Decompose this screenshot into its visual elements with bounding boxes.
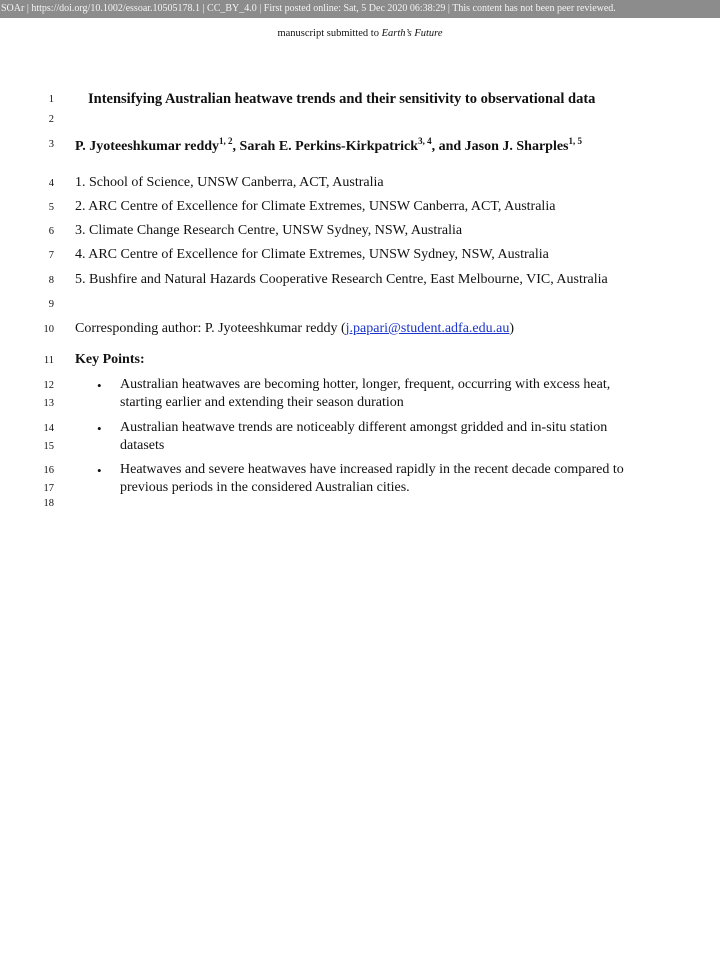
line-number: 4 bbox=[48, 178, 54, 189]
author-list bbox=[75, 136, 582, 155]
key-point-text: Australian heatwave trends are noticeably different amongst gridded and in-situ station bbox=[120, 420, 608, 435]
line-number: 10 bbox=[43, 324, 54, 335]
author-name: Jason J. Sharples bbox=[464, 139, 569, 154]
author-name: P. Jyoteeshkumar reddy bbox=[75, 139, 220, 154]
bullet-icon: • bbox=[97, 463, 102, 478]
line-number: 15 bbox=[43, 441, 54, 452]
running-header-prefix: manuscript submitted to bbox=[277, 28, 382, 39]
corresponding-close: ) bbox=[509, 321, 515, 336]
line-number: 13 bbox=[43, 398, 54, 409]
author-affiliation-marker: 1, 2 bbox=[219, 136, 233, 146]
line-number: 8 bbox=[48, 275, 54, 286]
key-point-text: Heatwaves and severe heatwaves have increased rapidly in the recent decade compared to bbox=[120, 462, 624, 477]
key-points-heading: Key Points: bbox=[75, 352, 145, 367]
line-number: 18 bbox=[43, 498, 54, 509]
line-number: 3 bbox=[48, 139, 54, 150]
preprint-banner: SOAr | https://doi.org/10.1002/essoar.10505178.1 | CC_BY_4.0 | First posted online: Sat, 5 Dec 2020 06:38:29 | This content has not been peer reviewed. bbox=[0, 0, 720, 18]
paper-title: Intensifying Australian heatwave trends and their sensitivity to observational data bbox=[88, 91, 596, 107]
bullet-icon: • bbox=[97, 421, 102, 436]
author-name: Sarah E. Perkins-Kirkpatrick bbox=[239, 139, 419, 154]
journal-name: Earth’s Future bbox=[381, 28, 443, 39]
line-number: 9 bbox=[48, 299, 54, 310]
line-number: 14 bbox=[43, 423, 54, 434]
key-point-text: starting earlier and extending their season duration bbox=[120, 395, 404, 410]
running-header bbox=[0, 28, 720, 39]
key-point-text: datasets bbox=[120, 438, 165, 453]
affiliation: 3. Climate Change Research Centre, UNSW Sydney, NSW, Australia bbox=[75, 223, 463, 238]
affiliation: 2. ARC Centre of Excellence for Climate Extremes, UNSW Canberra, ACT, Australia bbox=[75, 199, 556, 214]
author-separator: , bbox=[232, 139, 240, 154]
line-number: 5 bbox=[48, 202, 54, 213]
bullet-icon: • bbox=[97, 378, 102, 393]
author-affiliation-marker: 3, 4 bbox=[418, 136, 432, 146]
corresponding-email-link[interactable]: j.papari@student.adfa.edu.au bbox=[345, 321, 510, 336]
corresponding-author bbox=[75, 321, 514, 337]
line-number: 1 bbox=[48, 94, 54, 105]
line-number: 2 bbox=[48, 114, 54, 125]
corresponding-author-label: Corresponding author: P. Jyoteeshkumar reddy ( bbox=[75, 321, 346, 336]
line-number: 17 bbox=[43, 483, 54, 494]
line-number: 11 bbox=[43, 355, 54, 366]
author-separator: , and bbox=[431, 139, 465, 154]
line-number: 16 bbox=[43, 465, 54, 476]
line-number: 7 bbox=[48, 250, 54, 261]
author-affiliation-marker: 1, 5 bbox=[568, 136, 582, 146]
line-number: 6 bbox=[48, 226, 54, 237]
key-point-text: Australian heatwaves are becoming hotter, longer, frequent, occurring with excess heat, bbox=[120, 377, 611, 392]
key-point-text: previous periods in the considered Australian cities. bbox=[120, 480, 410, 495]
affiliation: 1. School of Science, UNSW Canberra, ACT, Australia bbox=[75, 175, 384, 190]
affiliation: 4. ARC Centre of Excellence for Climate Extremes, UNSW Sydney, NSW, Australia bbox=[75, 247, 549, 262]
line-number: 12 bbox=[43, 380, 54, 391]
affiliation: 5. Bushfire and Natural Hazards Cooperative Research Centre, East Melbourne, VIC, Australia bbox=[75, 272, 608, 287]
